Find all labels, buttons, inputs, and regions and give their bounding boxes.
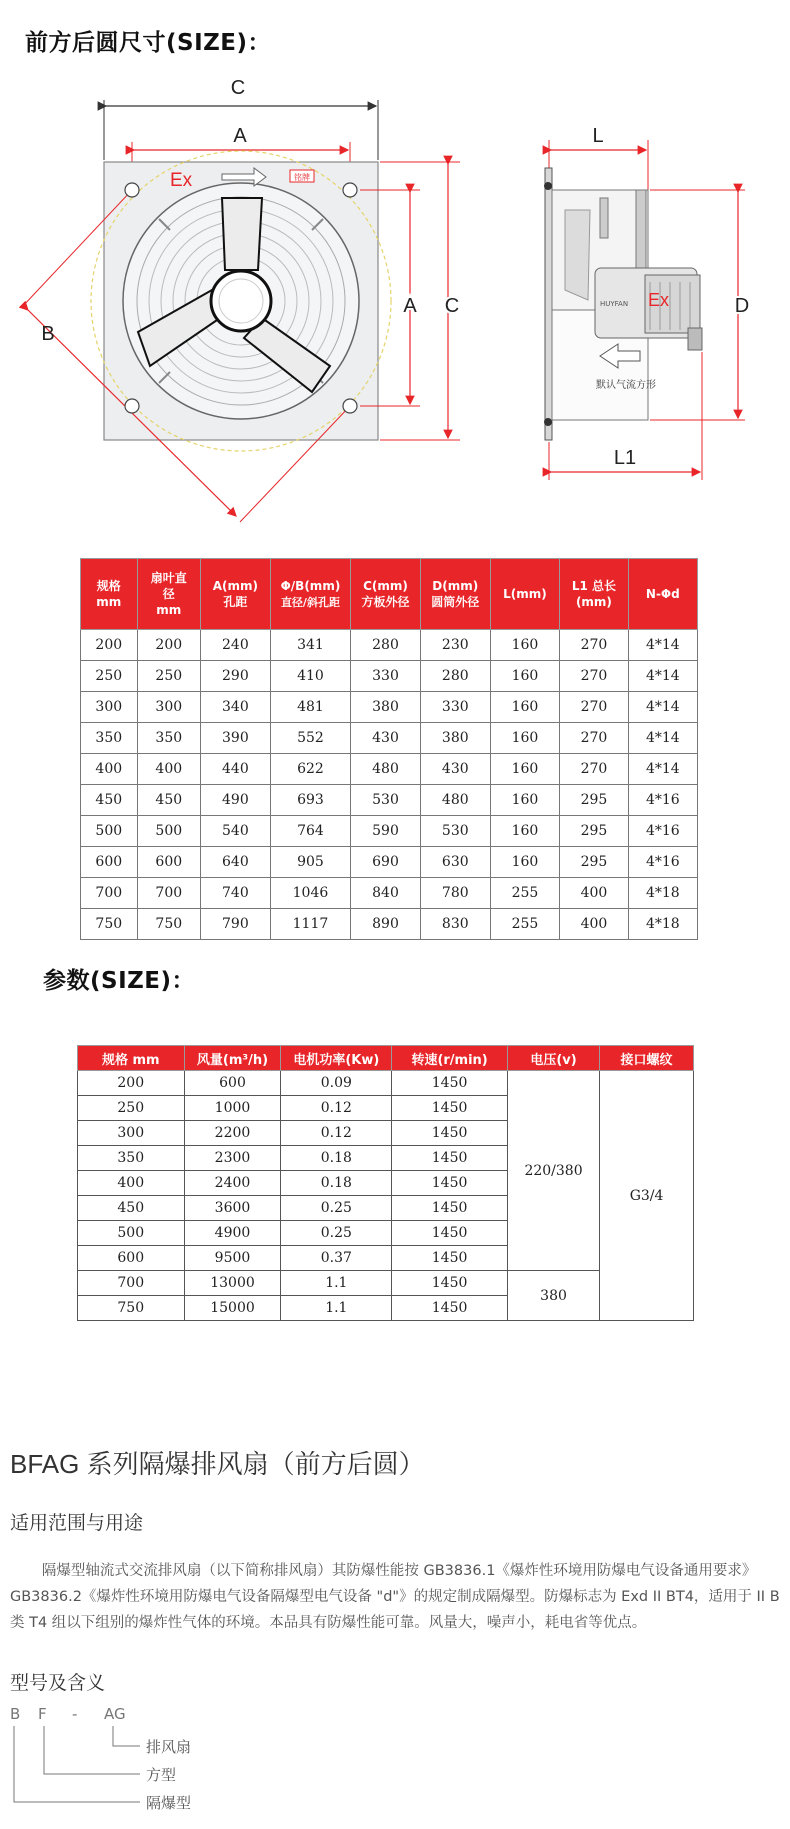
table-cell: 280 [351, 630, 421, 661]
nameplate-badge: 铭牌 [294, 173, 310, 182]
table-cell: 390 [201, 723, 271, 754]
table-cell: 622 [270, 754, 350, 785]
table-cell: 450 [81, 785, 138, 816]
size-table [80, 558, 698, 940]
table-cell: 450 [78, 1196, 185, 1221]
table-cell: 480 [420, 785, 490, 816]
table-cell: 490 [201, 785, 271, 816]
table-cell: 290 [201, 661, 271, 692]
table-cell: 160 [490, 661, 560, 692]
table-cell: 410 [270, 661, 350, 692]
table-cell: 160 [490, 754, 560, 785]
table-cell: 600 [81, 847, 138, 878]
table-cell: 1450 [392, 1146, 508, 1171]
size-title: 前方后圆尺寸(SIZE)： [25, 30, 272, 56]
table-cell: 600 [78, 1246, 185, 1271]
col-thread: 接口螺纹 [600, 1046, 694, 1071]
table-cell: 690 [351, 847, 421, 878]
col-l: L(mm) [490, 559, 560, 630]
table-cell: 530 [420, 816, 490, 847]
col-blade-dia: 扇叶直 径 mm [137, 559, 200, 630]
table-cell: 4*14 [628, 630, 697, 661]
table-cell: 255 [490, 878, 560, 909]
table-cell: 330 [420, 692, 490, 723]
table-cell: 200 [81, 630, 138, 661]
table-cell: 764 [270, 816, 350, 847]
table-cell: 4*14 [628, 754, 697, 785]
table-row [78, 1071, 694, 1096]
table-cell: 4*14 [628, 661, 697, 692]
table-cell: 1450 [392, 1196, 508, 1221]
table-cell: 740 [201, 878, 271, 909]
brand-label: HUYFAN [600, 300, 629, 308]
table-row [81, 909, 698, 940]
dim-a-top: A [233, 125, 247, 147]
table-cell: 380 [351, 692, 421, 723]
table-cell: 240 [201, 630, 271, 661]
voltage-cell: 220/380 [507, 1071, 599, 1271]
usage-paragraph: 隔爆型轴流式交流排风扇（以下简称排风扇）其防爆性能按 GB3836.1《爆炸性环境用防爆电气设备通用要求》GB3836.2《爆炸性环境用防爆电气设备隔爆型电气设备 "d"》的规定制成隔爆型。防爆标志为 Exd II BT4，适用于 II B 类 T4 组以下组别的爆炸性气体的环境。本品具有防爆性能可靠。风量大，噪声小，耗电省等优点。 [10, 1563, 780, 1631]
col-a: A(mm) 孔距 [201, 559, 271, 630]
table-cell: 1450 [392, 1221, 508, 1246]
model-meaning-square: 方型 [146, 1766, 177, 1784]
table-cell: 790 [201, 909, 271, 940]
table-cell: 1046 [270, 878, 350, 909]
table-cell: 500 [137, 816, 200, 847]
table-cell: 1450 [392, 1171, 508, 1196]
table-cell: 295 [560, 847, 628, 878]
size-table-body [81, 630, 698, 940]
table-cell: 160 [490, 723, 560, 754]
table-cell: 250 [78, 1096, 185, 1121]
table-cell: 552 [270, 723, 350, 754]
table-cell: 160 [490, 692, 560, 723]
product-title: BFAG 系列隔爆排风扇（前方后圆） [10, 1449, 425, 1479]
table-cell: 1450 [392, 1071, 508, 1096]
model-letter-b: B [10, 1705, 21, 1723]
col-voltage: 电压(v) [507, 1046, 599, 1071]
table-cell: 780 [420, 878, 490, 909]
table-cell: 700 [81, 878, 138, 909]
table-cell: 400 [560, 909, 628, 940]
table-cell: 270 [560, 754, 628, 785]
col-n-phi-d: N-Φd [628, 559, 697, 630]
table-cell: 295 [560, 816, 628, 847]
table-cell: 380 [420, 723, 490, 754]
param-table-header-row [78, 1046, 694, 1071]
table-cell: 13000 [184, 1271, 281, 1296]
table-cell: 500 [78, 1221, 185, 1246]
table-cell: 4*14 [628, 692, 697, 723]
model-meaning-fan: 排风扇 [146, 1738, 192, 1756]
dim-l: L [592, 125, 604, 147]
table-cell: 160 [490, 816, 560, 847]
table-cell: 640 [201, 847, 271, 878]
table-cell: 4*14 [628, 723, 697, 754]
col-spec: 规格 mm [81, 559, 138, 630]
table-cell: 750 [78, 1296, 185, 1321]
table-cell: 1450 [392, 1296, 508, 1321]
table-cell: 750 [137, 909, 200, 940]
table-cell: 630 [420, 847, 490, 878]
table-cell: 430 [351, 723, 421, 754]
table-cell: 280 [420, 661, 490, 692]
table-cell: 230 [420, 630, 490, 661]
table-cell: 2300 [184, 1146, 281, 1171]
table-cell: 270 [560, 661, 628, 692]
ex-mark-front: Ex [170, 170, 193, 191]
table-cell: 430 [420, 754, 490, 785]
table-cell: 830 [420, 909, 490, 940]
model-letter-f: F [38, 1705, 47, 1723]
col-l1: L1 总长 (mm) [560, 559, 628, 630]
table-cell: 1.1 [281, 1271, 392, 1296]
table-cell: 0.12 [281, 1096, 392, 1121]
table-cell: 255 [490, 909, 560, 940]
table-cell: 481 [270, 692, 350, 723]
table-cell: 2400 [184, 1171, 281, 1196]
dimension-drawing [0, 70, 790, 530]
table-row [81, 878, 698, 909]
table-cell: 2200 [184, 1121, 281, 1146]
table-cell: 300 [81, 692, 138, 723]
table-cell: 600 [184, 1071, 281, 1096]
dim-l1: L1 [613, 447, 637, 469]
table-cell: 4*16 [628, 785, 697, 816]
table-cell: 1450 [392, 1271, 508, 1296]
table-cell: 400 [81, 754, 138, 785]
dim-c-top: C [230, 77, 246, 99]
table-cell: 341 [270, 630, 350, 661]
table-cell: 0.37 [281, 1246, 392, 1271]
col-phi-b: Φ/B(mm) 直径/斜孔距 [270, 559, 350, 630]
table-cell: 250 [81, 661, 138, 692]
table-cell: 700 [78, 1271, 185, 1296]
ex-mark-side: Ex [648, 290, 670, 310]
thread-cell: G3/4 [600, 1071, 694, 1321]
model-title: 型号及含义 [10, 1672, 106, 1694]
table-cell: 590 [351, 816, 421, 847]
table-cell: 350 [137, 723, 200, 754]
table-cell: 4*18 [628, 878, 697, 909]
table-cell: 400 [78, 1171, 185, 1196]
table-cell: 0.18 [281, 1146, 392, 1171]
table-cell: 840 [351, 878, 421, 909]
table-row [81, 847, 698, 878]
table-cell: 1117 [270, 909, 350, 940]
table-cell: 400 [560, 878, 628, 909]
table-cell: 350 [81, 723, 138, 754]
table-cell: 700 [137, 878, 200, 909]
side-view [544, 125, 749, 480]
dim-c-right: C [444, 295, 460, 317]
table-cell: 540 [201, 816, 271, 847]
dim-d: D [734, 295, 750, 317]
front-view [22, 77, 460, 522]
table-cell: 1450 [392, 1121, 508, 1146]
table-cell: 295 [560, 785, 628, 816]
voltage-cell: 380 [507, 1271, 599, 1321]
table-cell: 0.09 [281, 1071, 392, 1096]
param-table-body [78, 1071, 694, 1321]
table-cell: 160 [490, 630, 560, 661]
table-cell: 4900 [184, 1221, 281, 1246]
table-cell: 440 [201, 754, 271, 785]
table-cell: 450 [137, 785, 200, 816]
table-cell: 1000 [184, 1096, 281, 1121]
table-cell: 530 [351, 785, 421, 816]
dim-a-right: A [403, 295, 417, 317]
table-cell: 4*16 [628, 816, 697, 847]
table-cell: 270 [560, 630, 628, 661]
table-row [81, 785, 698, 816]
table-cell: 4*16 [628, 847, 697, 878]
param-table [77, 1045, 694, 1321]
table-cell: 270 [560, 692, 628, 723]
table-cell: 4*18 [628, 909, 697, 940]
table-cell: 0.25 [281, 1221, 392, 1246]
col-d: D(mm) 圆筒外径 [420, 559, 490, 630]
table-cell: 250 [137, 661, 200, 692]
table-cell: 600 [137, 847, 200, 878]
col-power: 电机功率(Kw) [281, 1046, 392, 1071]
col-speed: 转速(r/min) [392, 1046, 508, 1071]
table-cell: 330 [351, 661, 421, 692]
col-airflow: 风量(m³/h) [184, 1046, 281, 1071]
table-cell: 3600 [184, 1196, 281, 1221]
table-cell: 693 [270, 785, 350, 816]
table-row [81, 661, 698, 692]
model-meaning-flameproof: 隔爆型 [146, 1794, 192, 1812]
table-cell: 200 [137, 630, 200, 661]
table-cell: 500 [81, 816, 138, 847]
col-spec: 规格 mm [78, 1046, 185, 1071]
col-c: C(mm) 方板外径 [351, 559, 421, 630]
table-cell: 15000 [184, 1296, 281, 1321]
table-cell: 300 [137, 692, 200, 723]
airflow-label: 默认气流方形 [596, 380, 656, 391]
table-cell: 750 [81, 909, 138, 940]
usage-title: 适用范围与用途 [10, 1512, 144, 1534]
param-title: 参数(SIZE)： [43, 968, 196, 994]
table-cell: 1450 [392, 1246, 508, 1271]
table-cell: 1.1 [281, 1296, 392, 1321]
table-row [81, 630, 698, 661]
size-table-header-row [81, 559, 698, 630]
table-cell: 160 [490, 785, 560, 816]
table-cell: 340 [201, 692, 271, 723]
table-cell: 400 [137, 754, 200, 785]
table-cell: 160 [490, 847, 560, 878]
model-letter-ag: AG [104, 1705, 126, 1723]
table-cell: 9500 [184, 1246, 281, 1271]
table-row [81, 816, 698, 847]
table-cell: 350 [78, 1146, 185, 1171]
table-cell: 1450 [392, 1096, 508, 1121]
table-row [81, 723, 698, 754]
dim-b: B [41, 323, 55, 345]
table-row [81, 692, 698, 723]
table-row [81, 754, 698, 785]
table-cell: 300 [78, 1121, 185, 1146]
table-cell: 200 [78, 1071, 185, 1096]
table-cell: 0.25 [281, 1196, 392, 1221]
table-cell: 890 [351, 909, 421, 940]
table-cell: 0.12 [281, 1121, 392, 1146]
model-letter-dash: - [72, 1705, 78, 1723]
table-cell: 0.18 [281, 1171, 392, 1196]
table-cell: 480 [351, 754, 421, 785]
table-cell: 270 [560, 723, 628, 754]
table-cell: 905 [270, 847, 350, 878]
